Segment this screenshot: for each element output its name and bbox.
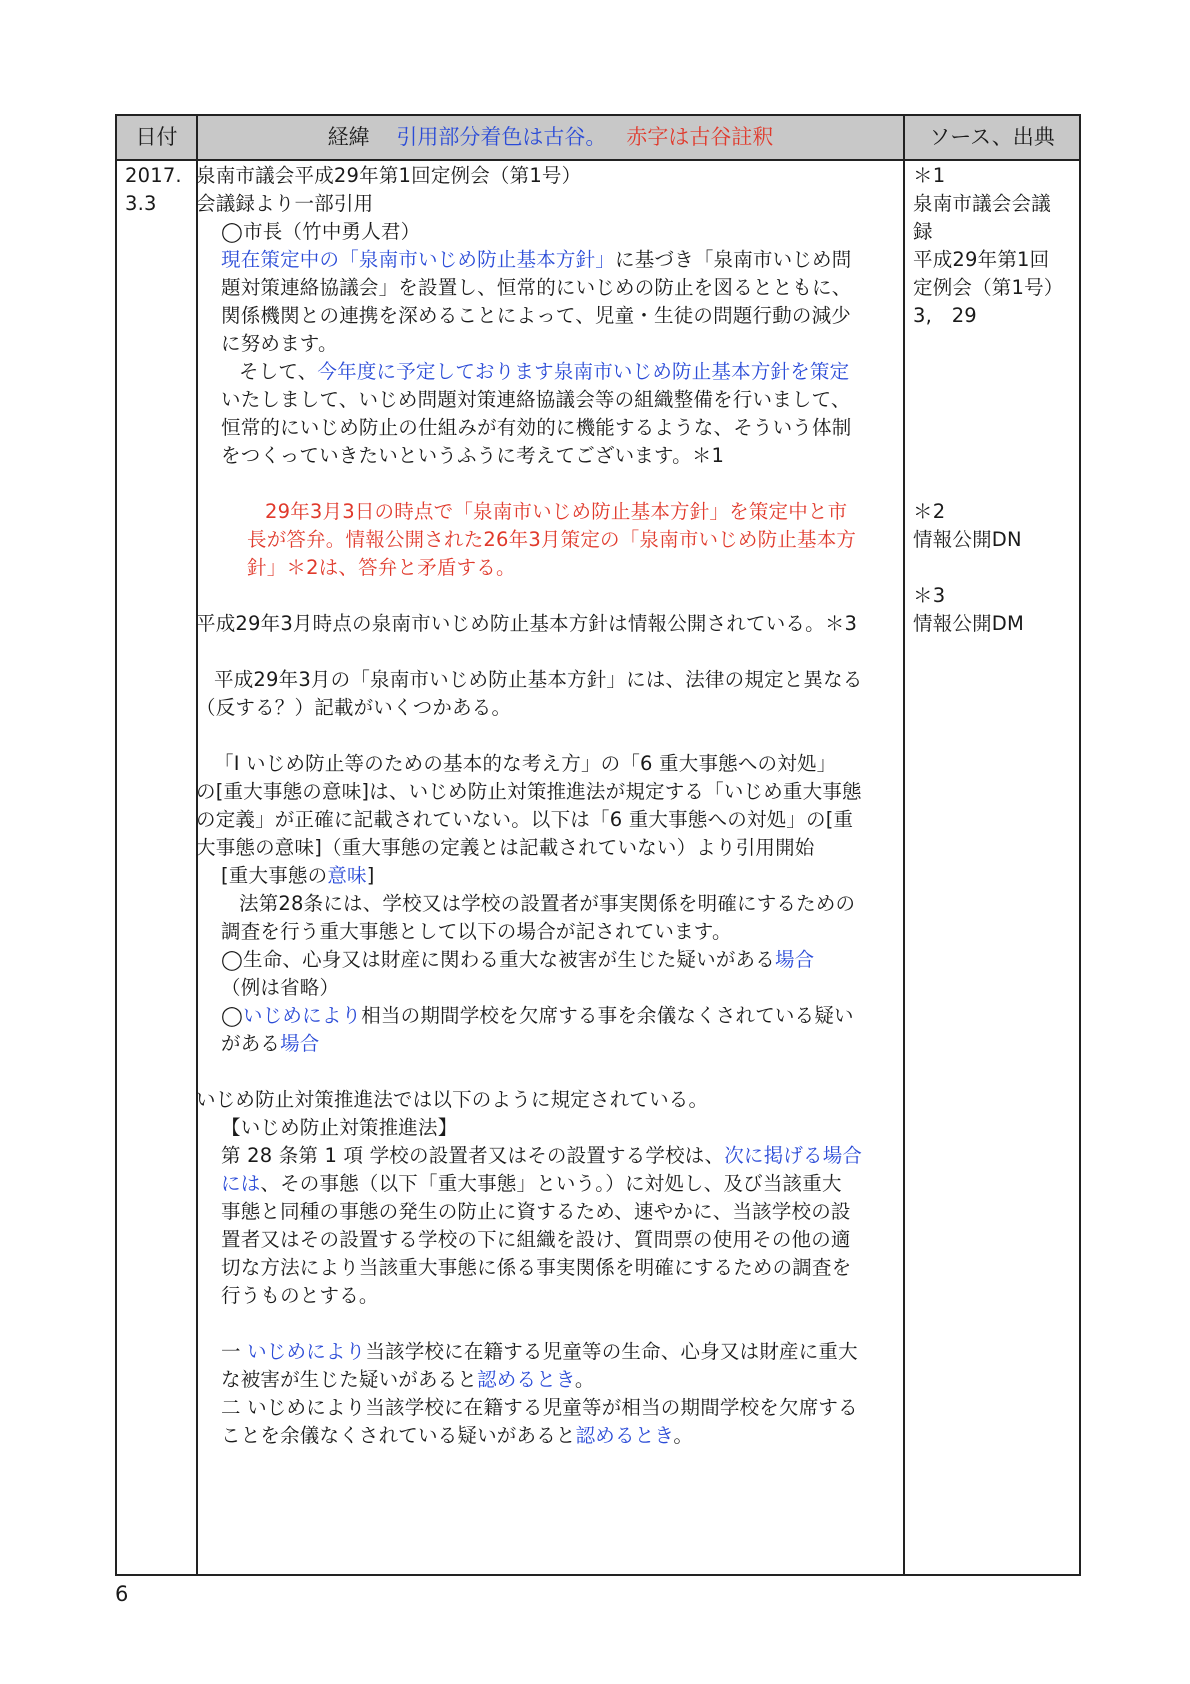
body-line (221, 1281, 379, 1311)
body-line (221, 329, 338, 359)
body-text: 。 (673, 1424, 694, 1447)
body-text: の定義」が正確に記載されていない。以下は「6 重大事態への対処」の[重 (196, 808, 854, 831)
body-line (196, 161, 581, 191)
quoted-highlight: には (221, 1172, 261, 1195)
body-line (196, 777, 862, 807)
body-line (221, 301, 851, 331)
quoted-highlight: 場合 (774, 948, 815, 971)
body-text: ことを余儀なくされている疑いがあると (221, 1424, 576, 1447)
body-text: いたしまして、いじめ問題対策連絡協議会等の組織整備を行いまして、 (221, 388, 851, 411)
body-text: 事態と同種の事態の発生の防止に資するため、速やかに、当該学校の設 (221, 1200, 851, 1223)
body-line (196, 1085, 708, 1115)
source-line: 定例会（第1号） (913, 276, 1064, 299)
header-red-note: 赤字は古谷註釈 (626, 125, 774, 149)
body-line (221, 1029, 320, 1059)
body-line (196, 693, 511, 723)
body-text: 第 28 条第 1 項 学校の設置者又はその設置する学校は、 (221, 1144, 725, 1167)
body-line (221, 1225, 851, 1255)
source-line: ＊1 (913, 164, 946, 187)
body-line (247, 525, 856, 555)
body-text: そして、 (239, 360, 318, 383)
body-line (221, 1393, 858, 1423)
body-line (221, 217, 420, 247)
source-line: ＊2 (913, 500, 946, 523)
body-line (221, 1169, 842, 1199)
body-line (221, 441, 724, 471)
body-text: ] (366, 864, 375, 887)
source-line: 泉南市議会会議 (913, 192, 1051, 215)
body-line (196, 609, 857, 639)
source-line: 情報公開DM (913, 612, 1025, 635)
quoted-highlight: 意味 (327, 864, 367, 887)
body-text: 切な方法により当該重大事態に係る事実関係を明確にするための調査を (221, 1256, 852, 1279)
quoted-highlight: 次に掲げる場合 (724, 1144, 863, 1167)
header-body (198, 116, 903, 159)
body-line (221, 1365, 595, 1395)
body-line (196, 189, 373, 219)
source-line: 3, 29 (913, 304, 977, 327)
body-text: 二 いじめにより当該学校に在籍する児童等が相当の期間学校を欠席する (221, 1396, 858, 1419)
body-text: いじめ防止対策推進法では以下のように規定されている。 (196, 1088, 709, 1111)
body-text: ◯ (221, 1004, 244, 1027)
body-text: 恒常的にいじめ防止の仕組みが有効的に機能するような、そういう体制 (221, 416, 852, 439)
body-text: 調査を行う重大事態として以下の場合が記されています。 (221, 920, 732, 943)
annotation-text: 29年3月3日の時点で「泉南市いじめ防止基本方針」を策定中と市 (265, 500, 848, 523)
body-line (221, 1421, 693, 1451)
body-line (196, 833, 815, 863)
column-divider (903, 116, 905, 1574)
body-line (221, 1337, 858, 1367)
body-text: な被害が生じた疑いがあると (221, 1368, 478, 1391)
body-line (239, 357, 849, 387)
body-line (221, 1113, 457, 1143)
body-line (221, 273, 851, 303)
body-line (214, 749, 836, 779)
header-body-label: 経緯 (327, 125, 370, 149)
body-line (221, 1253, 851, 1283)
quoted-highlight: いじめにより (243, 1004, 362, 1027)
body-line (221, 385, 851, 415)
quoted-highlight: 場合 (280, 1032, 320, 1055)
body-line (247, 553, 516, 583)
body-text: がある (221, 1032, 281, 1055)
quoted-highlight: 認めるとき (477, 1368, 575, 1391)
body-line (221, 245, 851, 275)
body-line (221, 413, 851, 443)
source-line: 録 (913, 220, 933, 243)
quoted-highlight: 現在策定中の「泉南市いじめ防止基本方針」 (221, 248, 616, 271)
body-text: の[重大事態の意味]は、いじめ防止対策推進法が規定する「いじめ重大事態 (196, 780, 862, 803)
body-line (221, 1197, 851, 1227)
quoted-highlight: 認めるとき (575, 1424, 674, 1447)
body-text: 関係機関との連携を深めることによって、児童・生徒の問題行動の減少 (221, 304, 852, 327)
body-text: 当該学校に在籍する児童等の生命、心身又は財産に重大 (365, 1340, 858, 1363)
body-text: 平成29年3月の「泉南市いじめ防止基本方針」には、法律の規定と異なる (214, 668, 863, 691)
body-line (214, 665, 863, 695)
chronology-table (115, 114, 1081, 1576)
body-text: （反する？）記載がいくつかある。 (196, 696, 512, 719)
body-text: 置者又はその設置する学校の下に組織を設け、質問票の使用その他の適 (221, 1228, 851, 1251)
body-text: [重大事態の (221, 864, 328, 887)
body-text: 行うものとする。 (221, 1284, 379, 1307)
body-line (196, 805, 853, 835)
body-line (221, 861, 375, 891)
body-line (221, 945, 814, 975)
body-line (221, 973, 339, 1003)
body-text: 相当の期間学校を欠席する事を余儀なくされている疑い (361, 1004, 854, 1027)
body-text: 題対策連絡協議会」を設置し、恒常的にいじめの防止を図るとともに、 (221, 276, 852, 299)
date-line: 2017. (125, 164, 182, 187)
body-text: 大事態の意味]（重大事態の定義とは記載されていない）より引用開始 (196, 836, 815, 859)
body-line (221, 1001, 854, 1031)
body-text: ◯市長（竹中勇人君） (221, 220, 421, 243)
body-text: 法第28条には、学校又は学校の設置者が事実関係を明確にするための (239, 892, 856, 915)
body-line (265, 497, 847, 527)
source-line: 情報公開DN (913, 528, 1022, 551)
body-text: 一 (221, 1340, 248, 1363)
body-text: 「Ⅰ いじめ防止等のための基本的な考え方」の「6 重大事態への対処」 (214, 752, 837, 775)
body-text: 会議録より一部引用 (196, 192, 374, 215)
date-line: 3.3 (125, 192, 157, 215)
body-line (221, 917, 732, 947)
body-text: 泉南市議会平成29年第1回定例会（第1号） (196, 164, 582, 187)
quoted-highlight: 今年度に予定しております泉南市いじめ防止基本方針を策定 (317, 360, 850, 383)
body-text: ◯生命、心身又は財産に関わる重大な被害が生じた疑いがある (221, 948, 775, 971)
body-text: 平成29年3月時点の泉南市いじめ防止基本方針は情報公開されている。＊3 (196, 612, 858, 635)
annotation-text: 長が答弁。情報公開された26年3月策定の「泉南市いじめ防止基本方 (247, 528, 857, 551)
body-line (221, 1141, 862, 1171)
body-text: （例は省略） (221, 976, 340, 999)
header-source: ソース、出典 (929, 125, 1055, 149)
body-text: に基づき「泉南市いじめ問 (615, 248, 852, 271)
source-line: 平成29年第1回 (913, 248, 1050, 271)
body-line (239, 889, 855, 919)
body-text: に努めます。 (221, 332, 338, 355)
header-date: 日付 (135, 125, 178, 149)
body-text: 。 (574, 1368, 595, 1391)
quoted-highlight: いじめにより (247, 1340, 366, 1363)
annotation-text: 針」＊2は、答弁と矛盾する。 (247, 556, 516, 579)
body-text: をつくっていきたいというふうに考えてございます。＊1 (221, 444, 725, 467)
body-text: 【いじめ防止対策推進法】 (221, 1116, 458, 1139)
header-blue-note: 引用部分着色は古谷。 (396, 125, 607, 149)
page-number: 6 (115, 1582, 129, 1606)
body-text: 、その事態（以下「重大事態」という。）に対処し、及び当該重大 (260, 1172, 842, 1195)
source-line: ＊3 (913, 584, 946, 607)
